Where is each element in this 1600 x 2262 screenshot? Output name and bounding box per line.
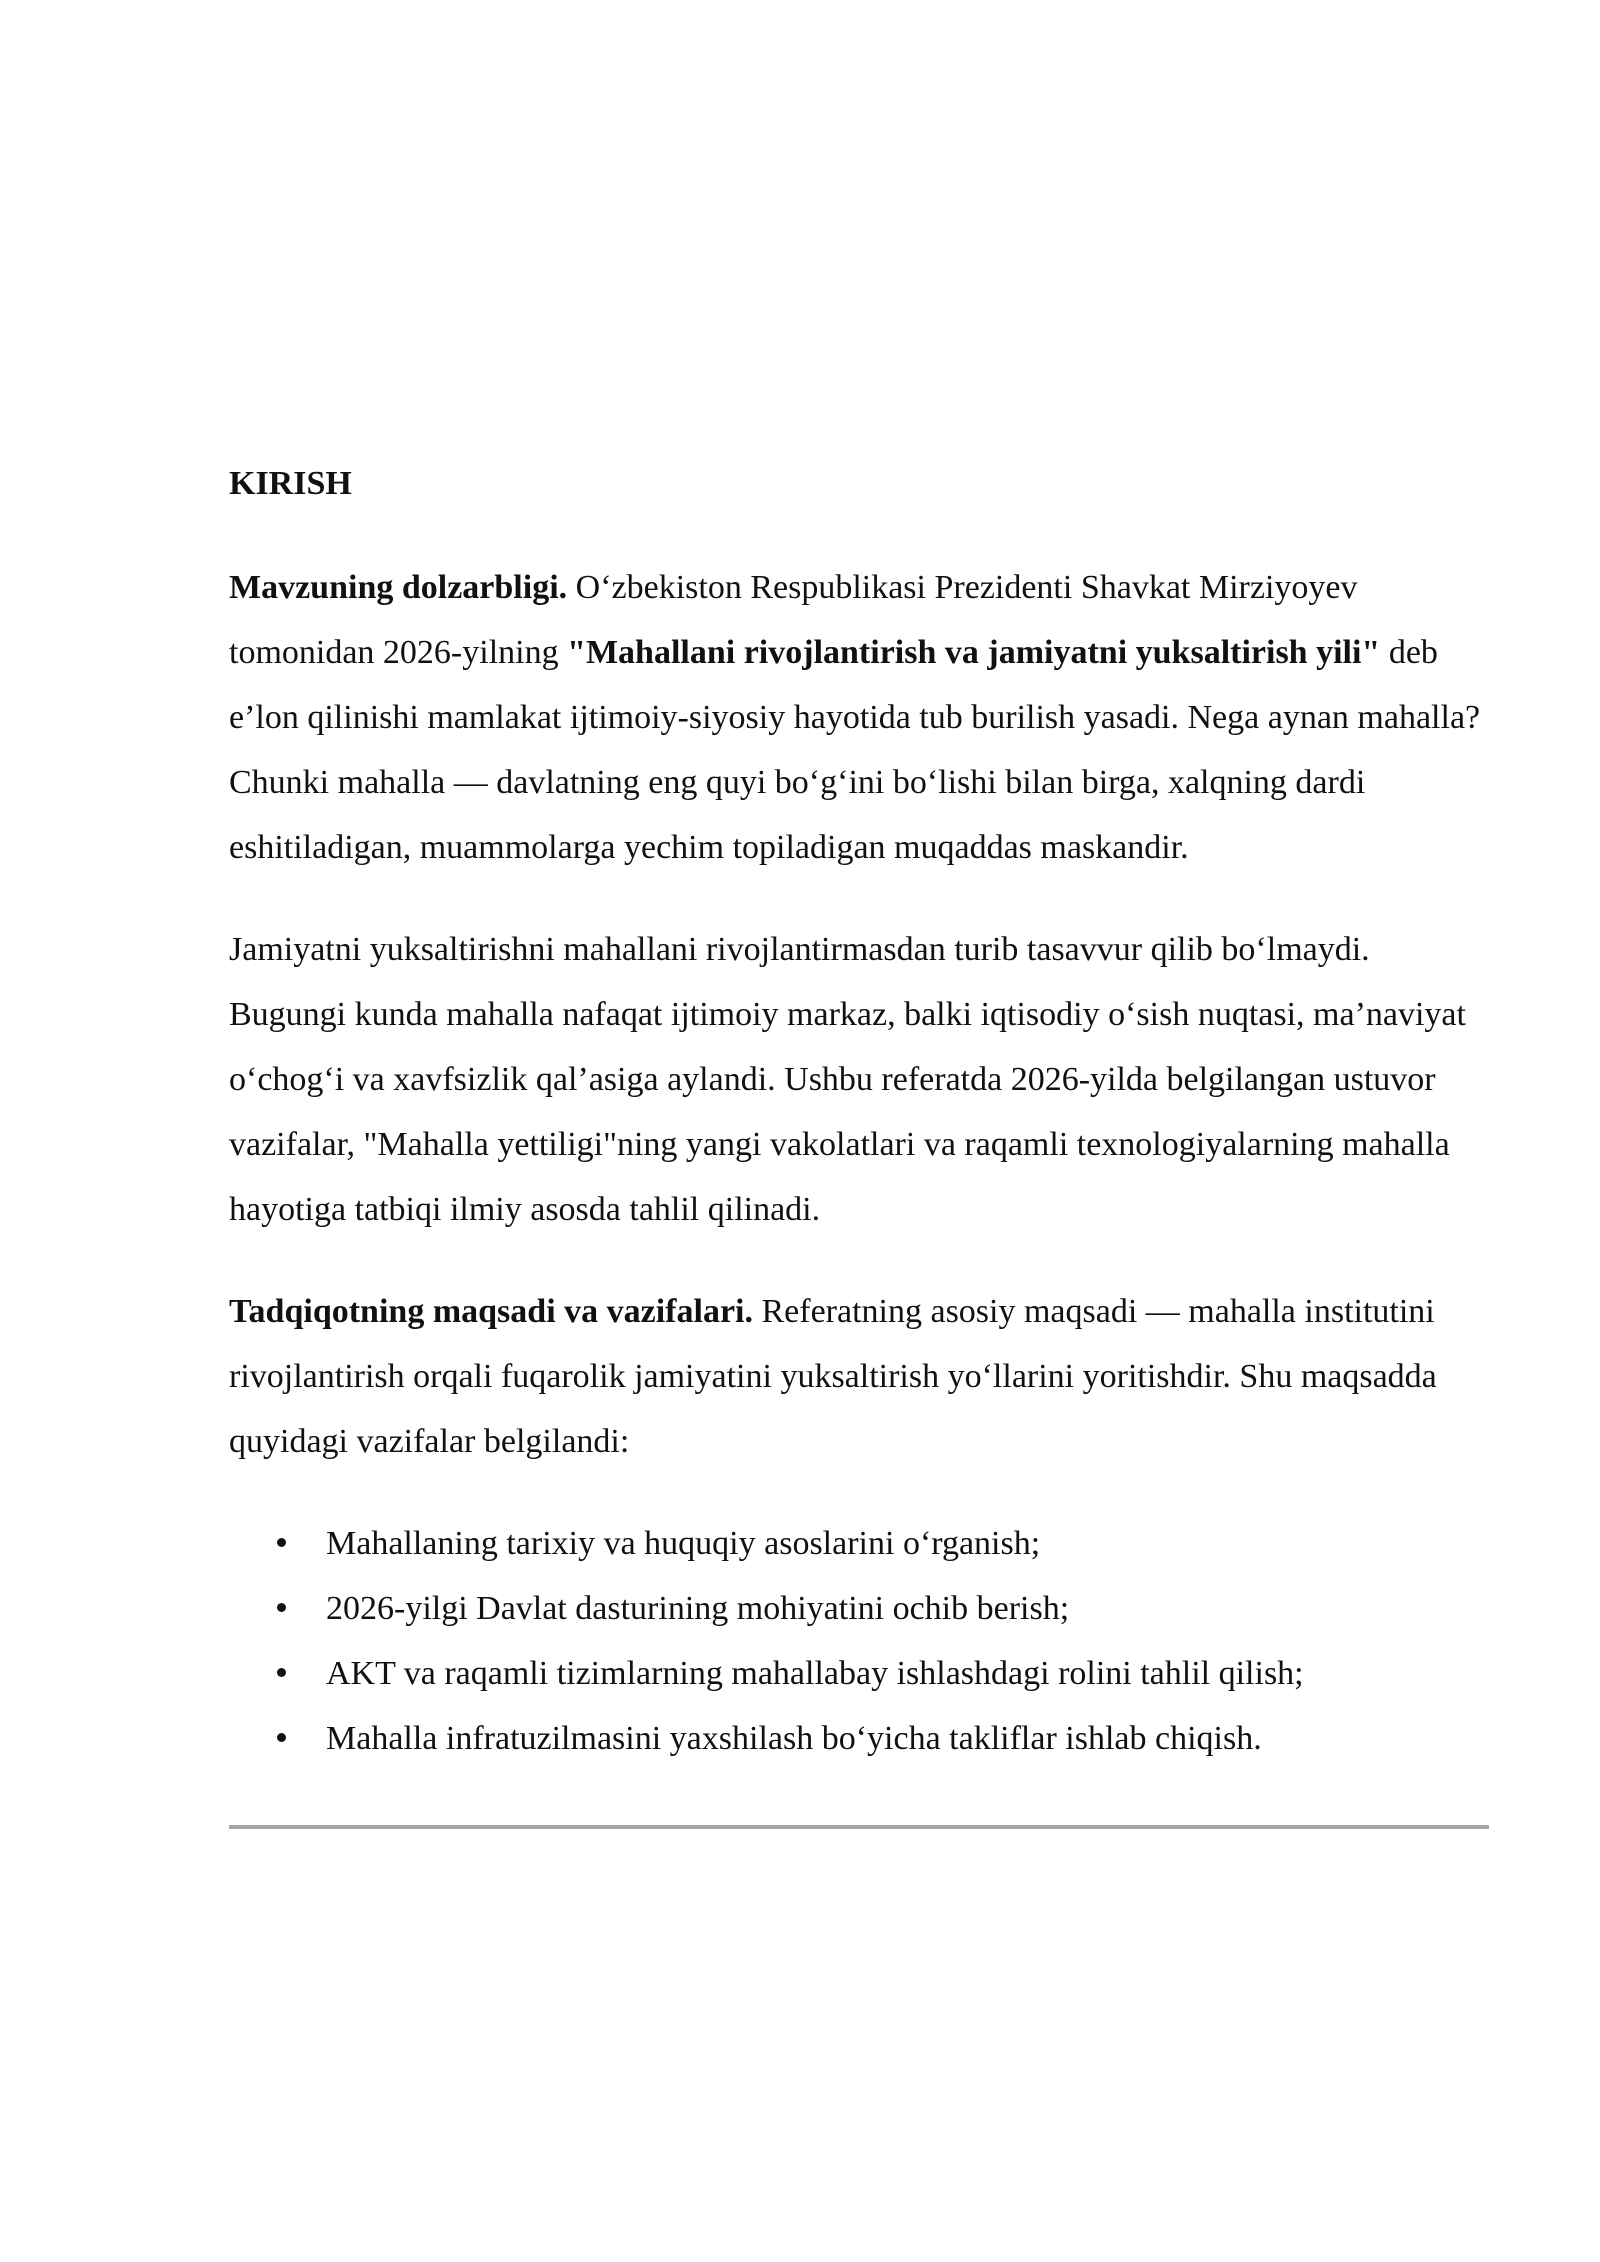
list-item	[229, 1641, 1489, 1706]
relevance-lead: Mavzuning dolzarbligi.	[229, 569, 568, 606]
list-item-text: Mahalla infratuzilmasini yaxshilash bo‘yicha takliflar ishlab chiqish.	[326, 1720, 1262, 1757]
society-paragraph: Jamiyatni yuksaltirishni mahallani rivojlantirmasdan turib tasavvur qilib bo‘lmaydi. Bugungi kunda mahalla nafaqat ijtimoiy markaz, balki iqtisodiy o‘sish nuqtasi, ma’naviyat o‘chog‘i va xavfsizlik qal’asiga aylandi. Ushbu referatda 2026-yilda belgilangan ustuvor vazifalar, "Mahalla yettiligi"ning yangi vakolatlari va raqamli texnologiyalarning mahalla hayotiga tatbiqi ilmiy asosda tahlil qilinadi.	[229, 931, 1466, 1228]
relevance-paragraph	[229, 555, 1489, 880]
goals-paragraph	[229, 1279, 1489, 1474]
list-item-text: 2026-yilgi Davlat dasturining mohiyatini ochib berish;	[326, 1590, 1070, 1627]
relevance-text-b: deb e’lon qilinishi mamlakat ijtimoiy-siyosiy hayotida tub burilish yasadi. Nega aynan mahalla? Chunki mahalla — davlatning eng quyi bo‘g‘ini bo‘lishi bilan birga, xalqning dardi eshitiladigan, muammolarga yechim topiladigan muqaddas maskandir.	[229, 634, 1481, 866]
list-item-text: AKT va raqamli tizimlarning mahallabay ishlashdagi rolini tahlil qilish;	[326, 1655, 1304, 1692]
goals-text: Referatning asosiy maqsadi — mahalla institutini rivojlantirish orqali fuqarolik jamiyatini yuksaltirish yo‘llarini yoritishdir. Shu maqsadda quyidagi vazifalar belgilandi:	[229, 1293, 1437, 1460]
list-item	[229, 1511, 1489, 1576]
task-list	[229, 1511, 1489, 1771]
section-heading: KIRISH	[229, 465, 352, 502]
bullet-icon	[277, 1733, 286, 1742]
horizontal-rule	[229, 1825, 1489, 1829]
bullet-icon	[277, 1538, 286, 1547]
list-item-text: Mahallaning tarixiy va huquqiy asoslarini o‘rganish;	[326, 1525, 1041, 1562]
list-item	[229, 1706, 1489, 1771]
bullet-icon	[277, 1603, 286, 1612]
document-page	[229, 455, 1489, 1829]
relevance-text-a: O‘zbekiston Respublikasi Prezidenti Shavkat Mirziyoyev tomonidan 2026-yilning	[229, 569, 1358, 671]
list-item	[229, 1576, 1489, 1641]
year-title-quote: "Mahallani rivojlantirish va jamiyatni yuksaltirish yili"	[567, 634, 1381, 671]
goals-lead: Tadqiqotning maqsadi va vazifalari.	[229, 1293, 753, 1330]
bullet-icon	[277, 1668, 286, 1677]
